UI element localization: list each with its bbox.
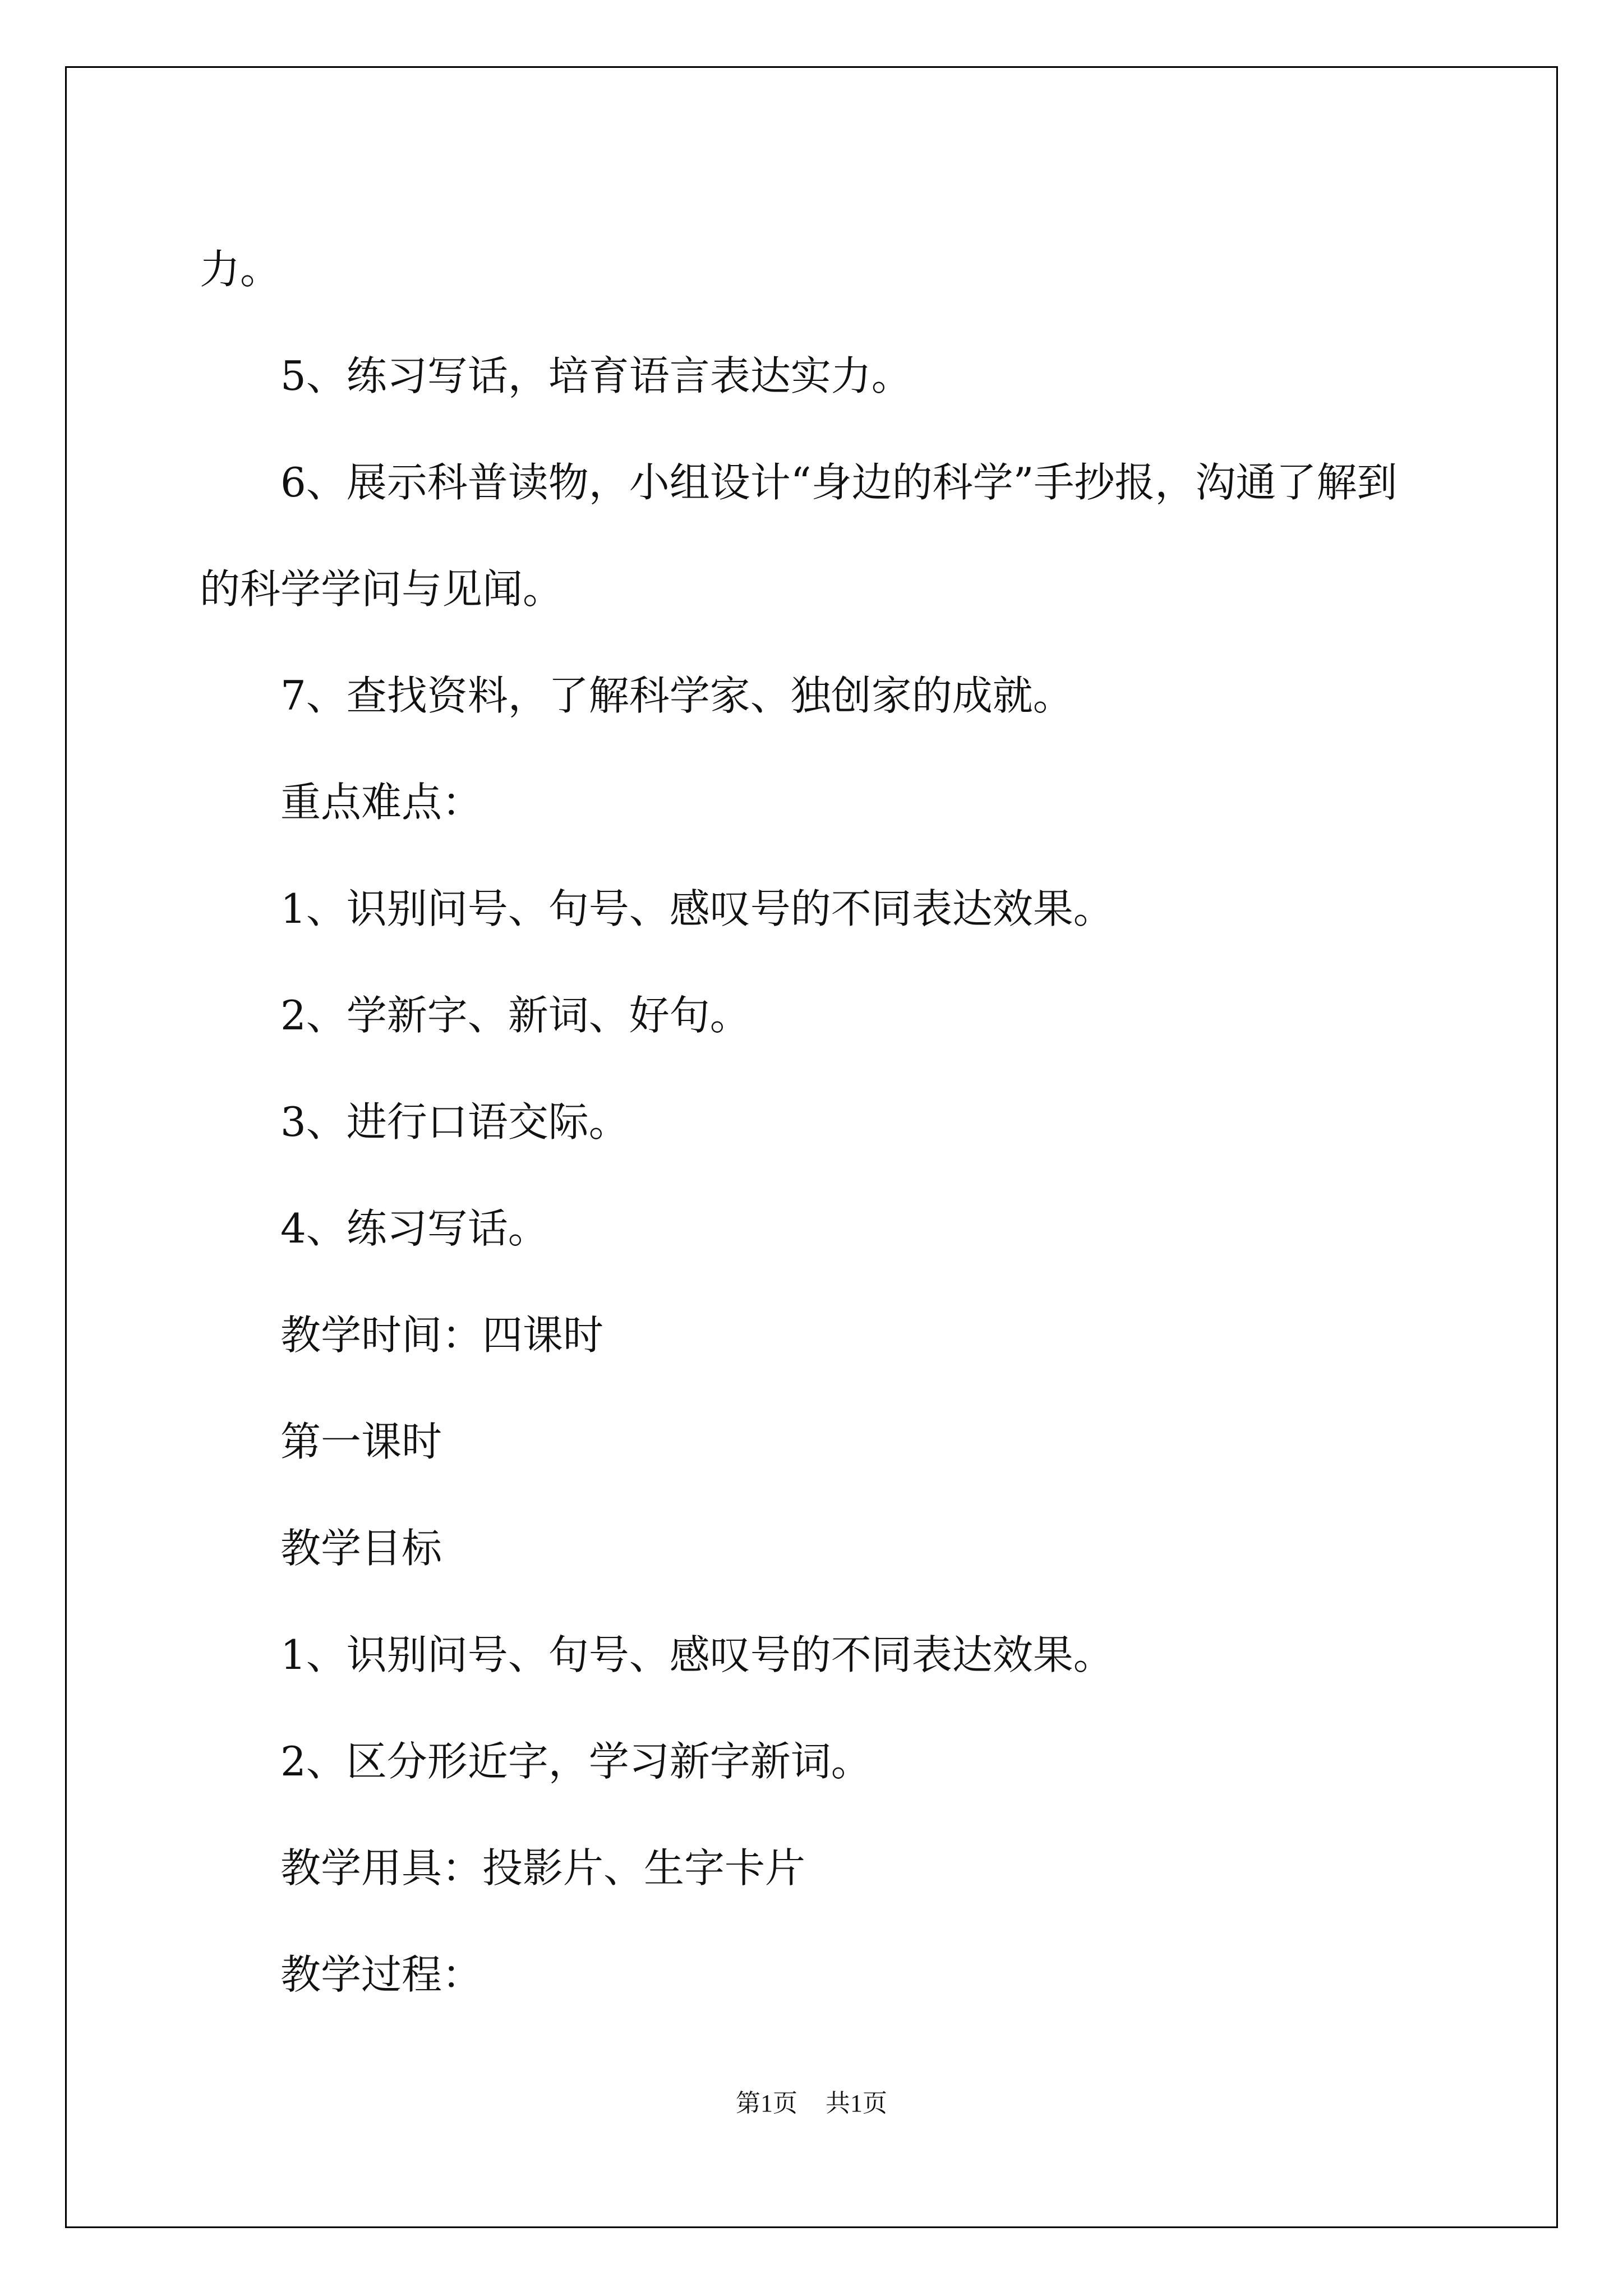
- section-heading: 重点难点：: [280, 779, 483, 826]
- paragraph: 1、识别问号、句号、感叹号的不同表达效果。: [280, 885, 1114, 932]
- paragraph: 2、区分形近字，学习新字新词。: [280, 1738, 872, 1785]
- paragraph: 6、展示科普读物，小组设计“身边的科学”手抄报，沟通了解到: [280, 459, 1398, 506]
- section-heading: 教学目标: [280, 1525, 442, 1572]
- paragraph: 4、练习写话。: [280, 1205, 548, 1252]
- paragraph: 力。: [200, 246, 281, 293]
- paragraph: 1、识别问号、句号、感叹号的不同表达效果。: [280, 1631, 1114, 1678]
- paragraph: 5、练习写话，培育语言表达实力。: [280, 352, 912, 399]
- section-heading: 第一课时: [280, 1418, 442, 1465]
- paragraph: 2、学新字、新词、好句。: [280, 992, 750, 1039]
- document-body: [200, 216, 1428, 2028]
- paragraph: 7、查找资料，了解科学家、独创家的成就。: [280, 672, 1073, 719]
- paragraph: 教学时间：四课时: [280, 1312, 604, 1359]
- paragraph: 3、进行口语交际。: [280, 1098, 629, 1145]
- paragraph: 教学用具：投影片、生字卡片: [280, 1844, 806, 1892]
- section-heading: 教学过程：: [280, 1951, 483, 1998]
- page-footer: [0, 2087, 1623, 2120]
- paragraph: 的科学学问与见闻。: [200, 565, 564, 613]
- page-total: 共1页: [826, 2090, 887, 2117]
- page-number: 第1页: [736, 2090, 797, 2117]
